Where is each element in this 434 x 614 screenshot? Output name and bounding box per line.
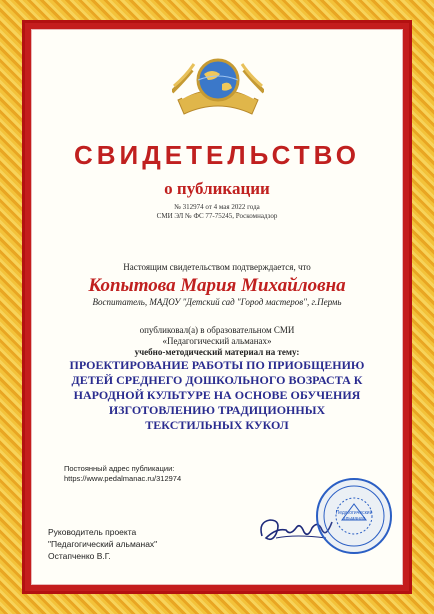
- material-line: учебно-методический материал на тему:: [134, 347, 300, 357]
- certificate-number: № 312974 от 4 мая 2022 года: [174, 203, 260, 211]
- stamp-caption: Педагогический альманах: [335, 510, 373, 522]
- confirm-text: Настоящим свидетельством подтверждается, что: [123, 262, 311, 272]
- certificate-subtitle: о публикации: [164, 179, 270, 198]
- certificate-title: СВИДЕТЕЛЬСТВО: [74, 140, 360, 170]
- publication-topic: ПРОЕКТИРОВАНИЕ РАБОТЫ ПО ПРИОБЩЕНИЮ ДЕТЕЙ СРЕДНЕГО ДОШКОЛЬНОГО ВОЗРАСТА К НАРОДНОЙ КУЛЬТУРЕ НА ОСНОВЕ ОБУЧЕНИЯ ИЗГОТОВЛЕНИЮ ТРАДИЦИОННЫХ ТЕКСТИЛЬНЫХ КУКОЛ: [69, 358, 365, 432]
- published-line-2: «Педагогический альманах»: [162, 336, 272, 346]
- address-label: Постоянный адрес публикации:: [64, 464, 175, 473]
- published-line-1: опубликовал(а) в образовательном СМИ: [139, 325, 295, 335]
- signer-line-3: Остапченко В.Г.: [48, 551, 111, 561]
- person-position: Воспитатель, МАДОУ "Детский сад "Город мастеров", г.Пермь: [92, 297, 342, 307]
- signer-line-1: Руководитель проекта: [48, 527, 137, 537]
- address-url[interactable]: https://www.pedalmanac.ru/312974: [64, 474, 182, 483]
- globe-book-emblem-icon: [172, 50, 264, 122]
- signer-line-2: "Педагогический альманах": [48, 539, 158, 549]
- person-name: Копытова Мария Михайловна: [88, 275, 346, 296]
- registry-info: СМИ ЭЛ № ФС 77-75245, Роскомнадзор: [156, 212, 278, 220]
